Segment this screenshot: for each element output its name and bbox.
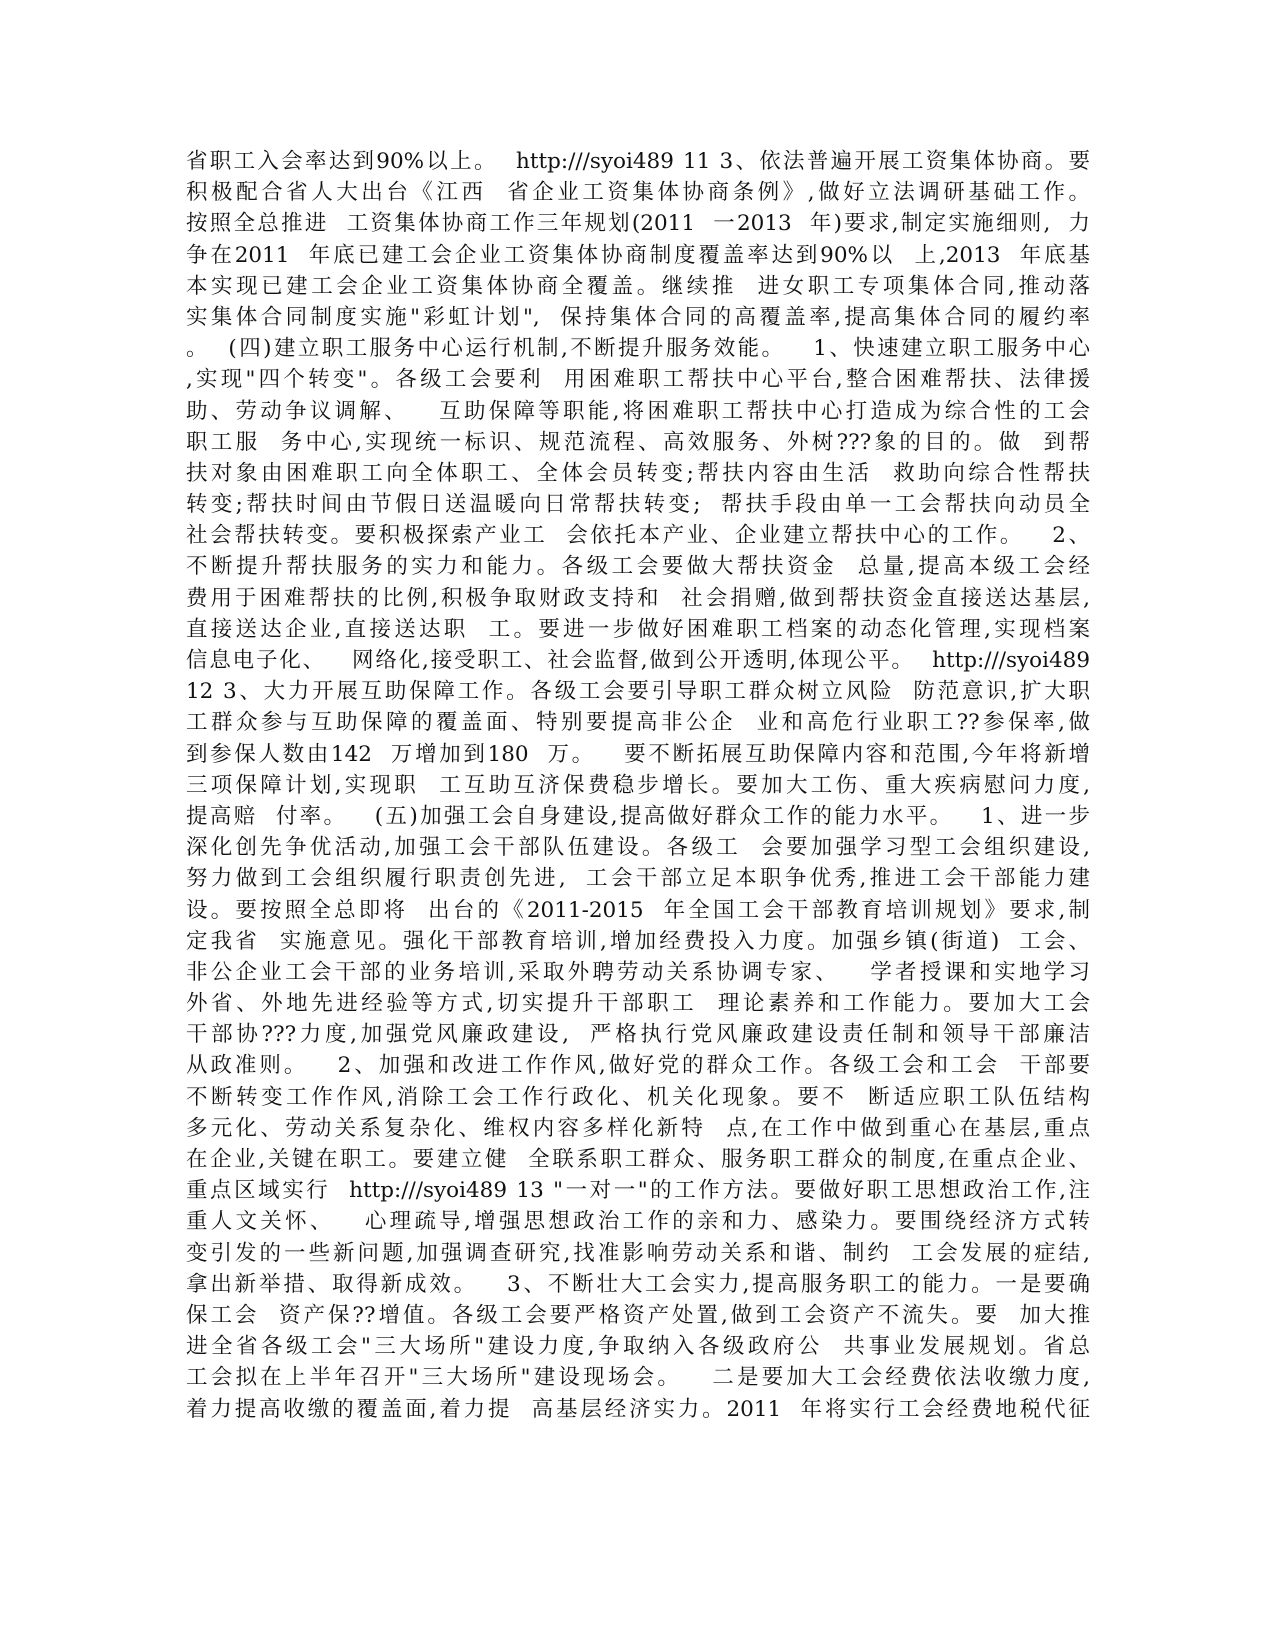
text-line: 社会帮扶转变。要积极探索产业工 会依托本产业、企业建立帮扶中心的工作。 2、 bbox=[186, 523, 1090, 549]
text-line: 工会拟在上半年召开"三大场所"建设现场会。 二是要加大工会经费依法收缴力度, bbox=[186, 1365, 1090, 1391]
text-line: 12 3、大力开展互助保障工作。各级工会要引导职工群众树立风险 防范意识,扩大职 bbox=[186, 679, 1090, 705]
text-line: 从政准则。 2、加强和改进工作作风,做好党的群众工作。各级工会和工会 干部要 bbox=[186, 1053, 1090, 1079]
text-line: 重人文关怀、 心理疏导,增强思想政治工作的亲和力、感染力。要围绕经济方式转 bbox=[186, 1209, 1090, 1235]
text-line: 按照全总推进 工资集体协商工作三年规划(2011 一2013 年)要求,制定实施细则, 力 bbox=[186, 211, 1090, 237]
text-line: 信息电子化、 网络化,接受职工、社会监督,做到公开透明,体现公平。 http:///syoi489 bbox=[186, 648, 1090, 673]
text-line: 职工服 务中心,实现统一标识、规范流程、高效服务、外树???象的目的。做 到帮 bbox=[186, 429, 1090, 455]
text-line: 努力做到工会组织履行职责创先进, 工会干部立足本职争优秀,推进工会干部能力建 bbox=[186, 866, 1090, 892]
text-line: ,实现"四个转变"。各级工会要利 用困难职工帮扶中心平台,整合困难帮扶、法律援 bbox=[186, 367, 1090, 393]
text-line: 费用于困难帮扶的比例,积极争取财政支持和 社会捐赠,做到帮扶资金直接送达基层, bbox=[186, 585, 1090, 611]
text-line: 转变;帮扶时间由节假日送温暖向日常帮扶转变; 帮扶手段由单一工会帮扶向动员全 bbox=[186, 492, 1090, 518]
text-line: 扶对象由困难职工向全体职工、全体会员转变;帮扶内容由生活 救助向综合性帮扶 bbox=[186, 460, 1090, 486]
text-line: 变引发的一些新问题,加强调查研究,找准影响劳动关系和谐、制约 工会发展的症结, bbox=[186, 1240, 1090, 1266]
text-line: 工群众参与互助保障的覆盖面、特别要提高非公企 业和高危行业职工??参保率,做 bbox=[186, 710, 1090, 736]
text-line: 干部协???力度,加强党风廉政建设, 严格执行党风廉政建设责任制和领导干部廉洁 bbox=[186, 1022, 1090, 1048]
body-text bbox=[186, 146, 1090, 1425]
text-line: 实集体合同制度实施"彩虹计划", 保持集体合同的高覆盖率,提高集体合同的履约率 bbox=[186, 304, 1090, 330]
text-line: 重点区域实行 http:///syoi489 13 "一对一"的工作方法。要做好职工思想政治工作,注 bbox=[186, 1178, 1090, 1204]
text-line: 设。要按照全总即将 出台的《2011-2015 年全国工会干部教育培训规划》要求,制 bbox=[186, 897, 1090, 923]
text-line: 提高赔 付率。 (五)加强工会自身建设,提高做好群众工作的能力水平。 1、进一步 bbox=[186, 803, 1090, 829]
text-line: 。 (四)建立职工服务中心运行机制,不断提升服务效能。 1、快速建立职工服务中心 bbox=[186, 336, 1090, 362]
text-line: 助、劳动争议调解、 互助保障等职能,将困难职工帮扶中心打造成为综合性的工会 bbox=[186, 398, 1090, 424]
text-line: 外省、外地先进经验等方式,切实提升干部职工 理论素养和工作能力。要加大工会 bbox=[186, 991, 1090, 1017]
text-line: 不断转变工作作风,消除工会工作行政化、机关化现象。要不 断适应职工队伍结构 bbox=[186, 1084, 1090, 1110]
text-line: 直接送达企业,直接送达职 工。要进一步做好困难职工档案的动态化管理,实现档案 bbox=[186, 616, 1090, 642]
text-line: 着力提高收缴的覆盖面,着力提 高基层经济实力。2011 年将实行工会经费地税代征 bbox=[186, 1396, 1090, 1422]
text-line: 争在2011 年底已建工会企业工资集体协商制度覆盖率达到90%以 上,2013 年底基 bbox=[186, 242, 1090, 268]
text-line: 定我省 实施意见。强化干部教育培训,增加经费投入力度。加强乡镇(街道) 工会、 bbox=[186, 928, 1090, 954]
text-line: 不断提升帮扶服务的实力和能力。各级工会要做大帮扶资金 总量,提高本级工会经 bbox=[186, 554, 1090, 580]
text-line: 三项保障计划,实现职 工互助互济保费稳步增长。要加大工伤、重大疾病慰问力度, bbox=[186, 772, 1090, 798]
text-line: 非公企业工会干部的业务培训,采取外聘劳动关系协调专家、 学者授课和实地学习 bbox=[186, 959, 1090, 985]
text-line: 本实现已建工会企业工资集体协商全覆盖。继续推 进女职工专项集体合同,推动落 bbox=[186, 273, 1090, 299]
text-line: 到参保人数由142 万增加到180 万。 要不断拓展互助保障内容和范围,今年将新增 bbox=[186, 741, 1090, 767]
text-line: 在企业,关键在职工。要建立健 全联系职工群众、服务职工群众的制度,在重点企业、 bbox=[186, 1147, 1090, 1172]
text-line: 进全省各级工会"三大场所"建设力度,争取纳入各级政府公 共事业发展规划。省总 bbox=[186, 1334, 1090, 1360]
text-line: 保工会 资产保??增值。各级工会要严格资产处置,做到工会资产不流失。要 加大推 bbox=[186, 1302, 1090, 1328]
text-line: 深化创先争优活动,加强工会干部队伍建设。各级工 会要加强学习型工会组织建设, bbox=[186, 835, 1090, 861]
text-line: 积极配合省人大出台《江西 省企业工资集体协商条例》,做好立法调研基础工作。 bbox=[186, 180, 1090, 206]
text-line: 多元化、劳动关系复杂化、维权内容多样化新特 点,在工作中做到重心在基层,重点 bbox=[186, 1115, 1090, 1141]
text-line: 拿出新举措、取得新成效。 3、不断壮大工会实力,提高服务职工的能力。一是要确 bbox=[186, 1271, 1090, 1297]
text-line: 省职工入会率达到90%以上。 http:///syoi489 11 3、依法普遍开展工资集体协商。要 bbox=[186, 149, 1090, 174]
